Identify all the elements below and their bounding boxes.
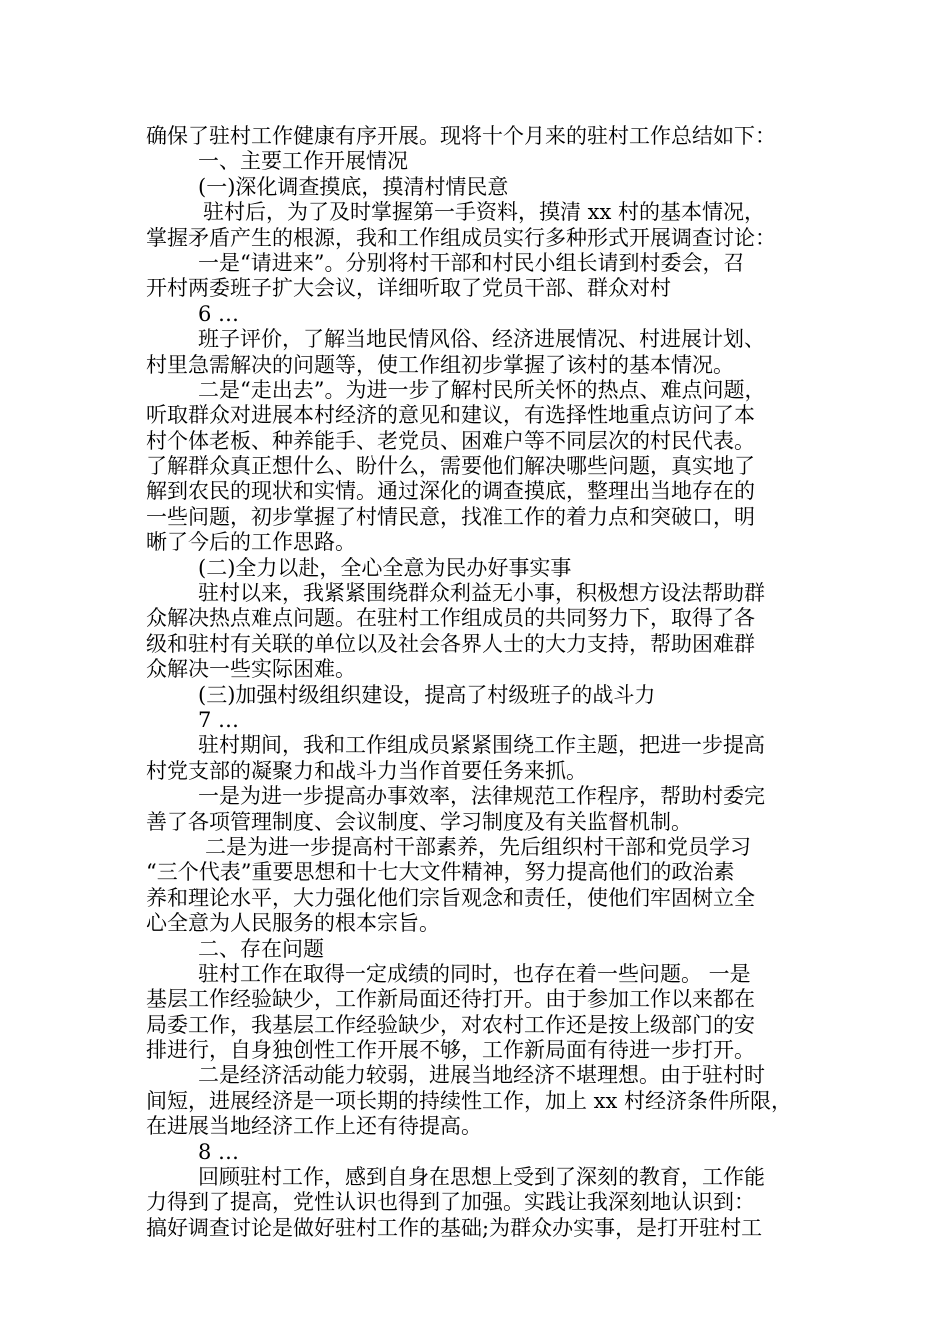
text-line: 8 … xyxy=(198,1139,240,1164)
text-line: 二是为进一步提高村干部素养，先后组织村干部和党员学习 xyxy=(205,834,751,859)
text-line: 搞好调查讨论是做好驻村工作的基础;为群众办实事，是打开驻村工 xyxy=(146,1215,763,1240)
text-line: 众解决热点难点问题。在驻村工作组成员的共同努力下，取得了各 xyxy=(146,606,755,631)
text-line: 善了各项管理制度、会议制度、学习制度及有关监督机制。 xyxy=(146,809,692,834)
text-line: 听取群众对进展本村经济的意见和建议，有选择性地重点访问了本 xyxy=(146,403,755,428)
text-line: 基层工作经验缺少，工作新局面还待打开。由于参加工作以来都在 xyxy=(146,987,755,1012)
text-line: 养和理论水平，大力强化他们宗旨观念和责任，使他们牢固树立全 xyxy=(146,885,755,910)
text-line: 6 … xyxy=(198,301,240,326)
text-line: 一是“请进来”。分别将村干部和村民小组长请到村委会，召 xyxy=(198,250,745,275)
text-line: 班子评价，了解当地民情风俗、经济进展情况、村进展计划、 xyxy=(198,327,765,352)
text-line: 一是为进一步提高办事效率，法律规范工作程序，帮助村委完 xyxy=(198,784,765,809)
text-line: 二、存在问题 xyxy=(198,936,324,961)
text-line: 7 … xyxy=(198,707,240,732)
text-line: 一、主要工作开展情况 xyxy=(198,149,408,174)
text-line: 心全意为人民服务的根本宗旨。 xyxy=(146,911,440,936)
text-line: 级和驻村有关联的单位以及社会各界人士的大力支持，帮助困难群 xyxy=(146,631,755,656)
text-line: 解到农民的现状和实情。通过深化的调查摸底，整理出当地存在的 xyxy=(146,479,755,504)
text-line: 排进行，自身独创性工作开展不够，工作新局面有待进一步打开。 xyxy=(146,1038,755,1063)
text-line: 回顾驻村工作，感到自身在思想上受到了深刻的教育，工作能 xyxy=(198,1165,765,1190)
text-line: 确保了驻村工作健康有序开展。现将十个月来的驻村工作总结如下： xyxy=(146,124,776,148)
text-line: 驻村工作在取得一定成绩的同时，也存在着一些问题。 一是 xyxy=(198,961,751,986)
text-line: 一些问题，初步掌握了村情民意，找准工作的着力点和突破口，明 xyxy=(146,504,755,529)
text-line: 开村两委班子扩大会议，详细听取了党员干部、群众对村 xyxy=(146,276,671,301)
text-line: (二)全力以赴，全心全意为民办好事实事 xyxy=(198,555,572,580)
text-line: 村党支部的凝聚力和战斗力当作首要任务来抓。 xyxy=(146,758,587,783)
text-line: 村里急需解决的问题等，使工作组初步掌握了该村的基本情况。 xyxy=(146,352,734,377)
text-line: 二是“走出去”。为进一步了解村民所关怀的热点、难点问题， xyxy=(198,377,766,402)
text-line: 驻村以来，我紧紧围绕群众利益无小事，积极想方设法帮助群 xyxy=(198,581,765,606)
text-line: 力得到了提高，党性认识也得到了加强。实践让我深刻地认识到： xyxy=(146,1190,755,1215)
text-line: “三个代表”重要思想和十七大文件精神，努力提高他们的政治素 xyxy=(146,860,735,885)
text-line: 二是经济活动能力较弱，进展当地经济不堪理想。由于驻村时 xyxy=(198,1063,765,1088)
text-line: (三)加强村级组织建设，提高了村级班子的战斗力 xyxy=(198,682,656,707)
text-line: 掌握矛盾产生的根源，我和工作组成员实行多种形式开展调查讨论： xyxy=(146,225,776,250)
text-line: 驻村后，为了及时掌握第一手资料，摸清 xx 村的基本情况， xyxy=(203,200,766,225)
text-line: 晰了今后的工作思路。 xyxy=(146,530,356,555)
text-line: 在进展当地经济工作上还有待提高。 xyxy=(146,1114,482,1139)
text-line: 村个体老板、种养能手、老党员、困难户等不同层次的村民代表。 xyxy=(146,428,755,453)
document-body xyxy=(146,124,806,1241)
text-line: (一)深化调查摸底，摸清村情民意 xyxy=(198,174,509,199)
text-line: 了解群众真正想什么、盼什么，需要他们解决哪些问题，真实地了 xyxy=(146,454,755,479)
text-line: 驻村期间，我和工作组成员紧紧围绕工作主题，把进一步提高 xyxy=(198,733,765,758)
text-line: 间短，进展经济是一项长期的持续性工作，加上 xx 村经济条件所限， xyxy=(146,1088,793,1113)
text-line: 众解决一些实际困难。 xyxy=(146,657,356,682)
text-line: 局委工作，我基层工作经验缺少，对农村工作还是按上级部门的安 xyxy=(146,1012,755,1037)
